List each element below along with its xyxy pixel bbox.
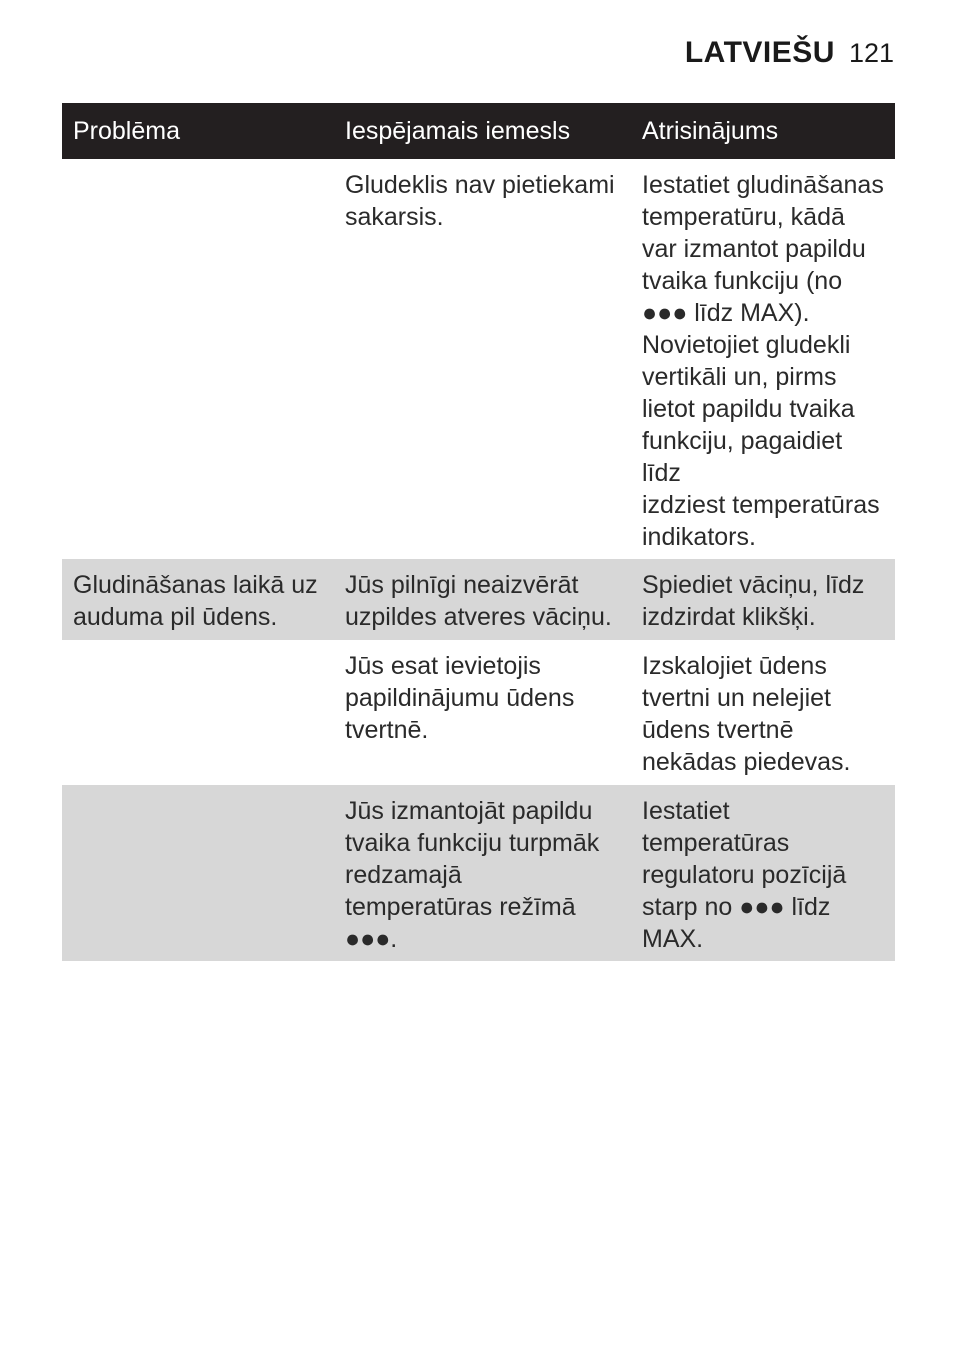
table-row [62,559,895,640]
table-row [62,159,895,559]
cause-cell: Jūs izmantojāt papildu tvaika funkciju turpmāk redzamajā temperatūras režīmā ●●●. [334,785,631,961]
solution-cell: Spiediet vāciņu, līdz izdzirdat klikšķi. [631,559,895,640]
table-row [62,785,895,961]
table-row [62,640,895,785]
problem-cell [62,159,334,559]
cause-cell: Jūs esat ievietojis papildinājumu ūdens tvertnē. [345,652,575,744]
problem-cell [62,785,334,961]
column-header-problem: Problēma [62,103,334,159]
language-title: LATVIEŠU [684,36,835,69]
column-header-solution: Atrisinājums [631,103,895,159]
page-number: 121 [848,38,894,68]
page-header [685,36,894,70]
cause-cell: Gludeklis nav pietiekami sakarsis. [345,171,615,231]
solution-cell: Iestatiet gludināšanas temperatūru, kādā var izmantot papildu tvaika funkciju (no ●●● līdz MAX). Novietojiet gludekli vertikāli un, pirms lietot papildu tvaika funkciju, pagaidiet līdz izdziest temperatūras indikators. [642,171,884,551]
column-header-cause: Iespējamais iemesls [334,103,631,159]
cause-cell: Jūs pilnīgi neaizvērāt uzpildes atveres vāciņu. [334,559,631,640]
problem-cell [62,640,334,785]
troubleshooting-table [62,103,895,961]
table-header-row [62,103,895,159]
solution-cell: Iestatiet temperatūras regulatoru pozīcijā starp no ●●● līdz MAX. [631,785,895,961]
solution-cell: Izskalojiet ūdens tvertni un nelejiet ūdens tvertnē nekādas piedevas. [642,652,851,776]
problem-cell: Gludināšanas laikā uz auduma pil ūdens. [62,559,334,640]
